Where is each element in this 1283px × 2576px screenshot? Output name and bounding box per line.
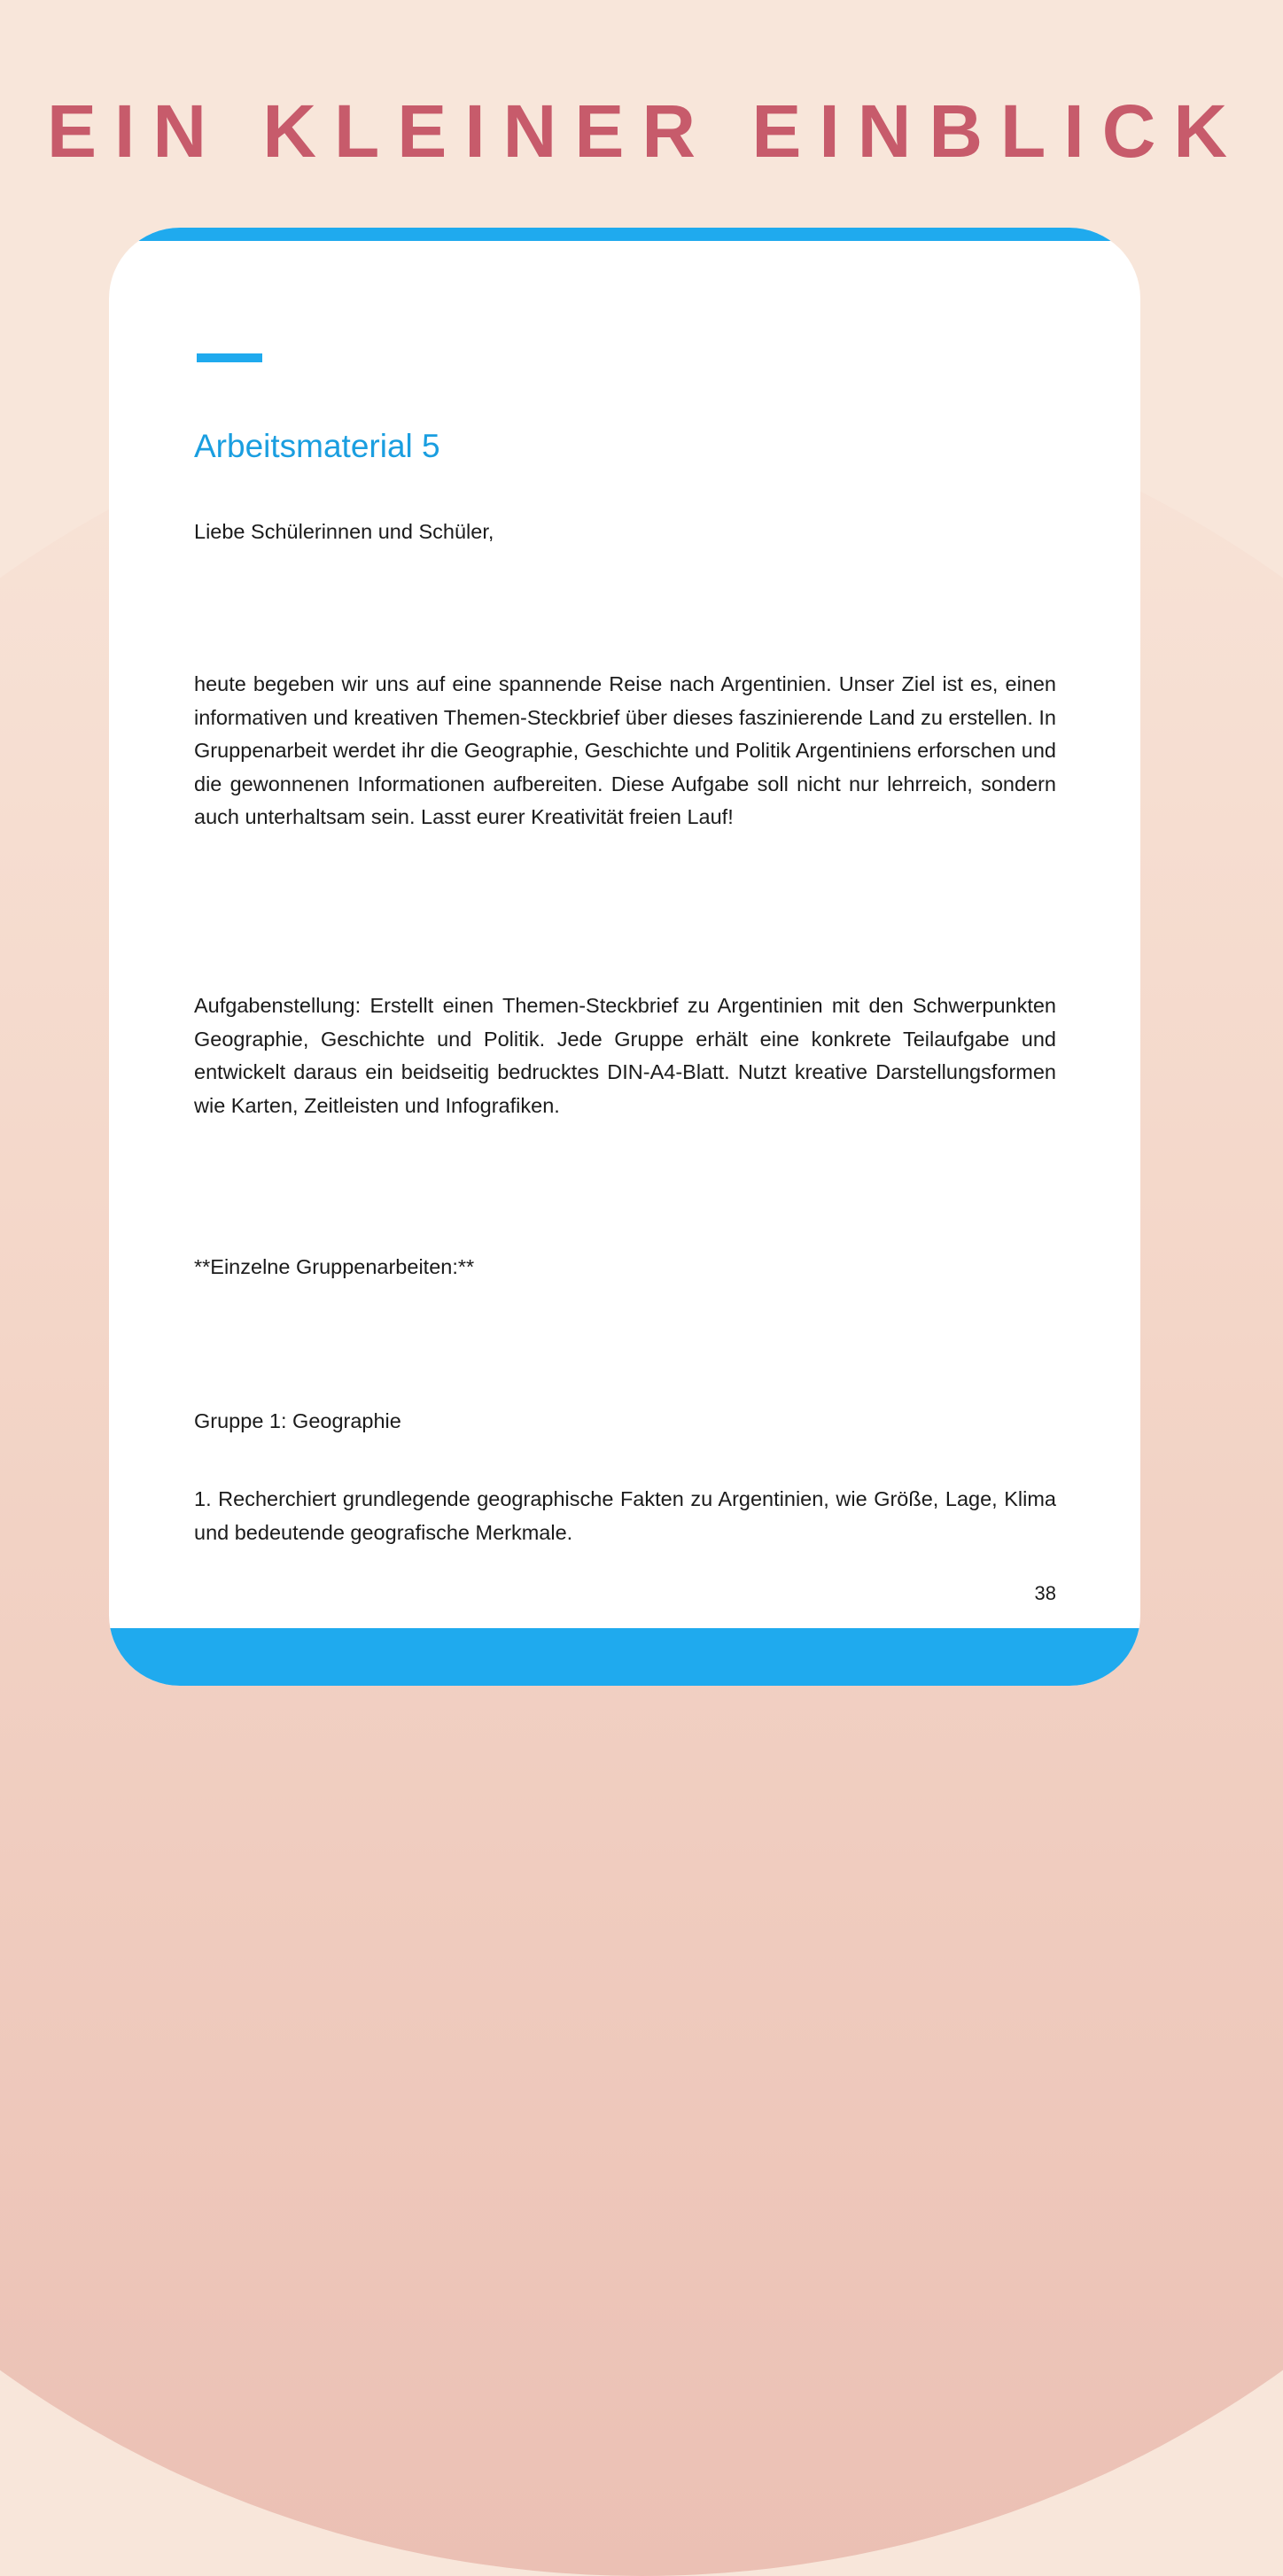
group-work-heading: **Einzelne Gruppenarbeiten:** [194, 1255, 475, 1278]
group-1-item-1: 1. Recherchiert grundlegende geographische Fakten zu Argentinien, wie Größe, Lage, Klima und bedeutende geografische Merkmale. [194, 1487, 1056, 1544]
card-bottom-accent-bar [109, 1628, 1140, 1686]
card-top-accent-bar [109, 228, 1140, 241]
accent-dash [197, 353, 262, 362]
intro-paragraph: heute begeben wir uns auf eine spannende Reise nach Argentinien. Unser Ziel ist es, einen informativen und kreativen Themen-Steckbrief über dieses faszinierende Land zu erstellen. In Gruppenarbeit werdet ihr die Geographie, Geschichte und Politik Argentiniens erforschen und die gewonnenen Informationen aufbereiten. Diese Aufgabe soll nicht nur lehrreich, sondern auch unterhaltsam sein. Lasst eurer Kreativität freien Lauf! [194, 672, 1056, 829]
document-card [109, 228, 1140, 1686]
group-1-title: Gruppe 1: Geographie [194, 1409, 401, 1432]
page-title: EIN KLEINER EINBLICK [46, 89, 1246, 173]
greeting-text: Liebe Schülerinnen und Schüler, [194, 520, 494, 543]
task-paragraph: Aufgabenstellung: Erstellt einen Themen-Steckbrief zu Argentinien mit den Schwerpunkten Geographie, Geschichte und Politik. Jede Gruppe erhält eine konkrete Teilaufgabe und entwickelt daraus ein beidseitig bedrucktes DIN-A4-Blatt. Nutzt kreative Darstellungsformen wie Karten, Zeitleisten und Infografiken. [194, 994, 1056, 1117]
page-number: 38 [1034, 1582, 1056, 1604]
section-heading: Arbeitsmaterial 5 [194, 428, 440, 464]
